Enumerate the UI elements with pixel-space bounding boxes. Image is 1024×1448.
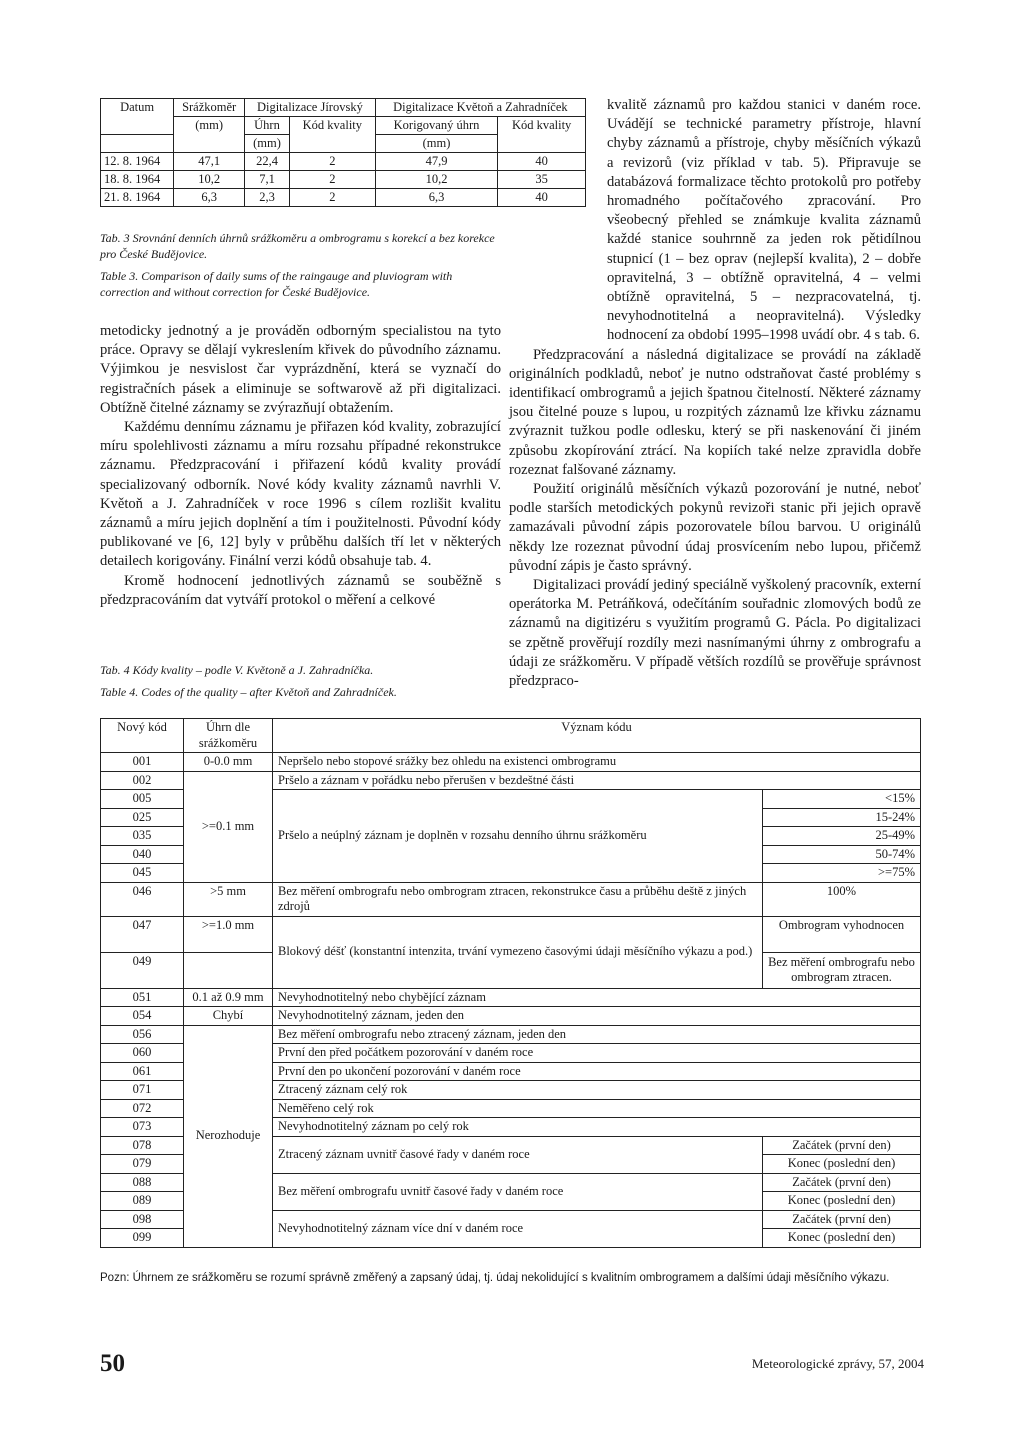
t3-cell: 40 xyxy=(498,189,586,207)
right-column xyxy=(509,96,921,691)
t4-meaning: Pršelo a neúplný záznam je doplněn v rozsahu denního úhrnu srážkoměru xyxy=(273,790,763,883)
t4-code: 035 xyxy=(101,827,184,846)
t4-code: 060 xyxy=(101,1044,184,1063)
t4-extra: Bez měření ombrografu nebo ombrogram ztracen. xyxy=(763,952,921,988)
t4-code: 002 xyxy=(101,771,184,790)
t4-meaning: Nepršelo nebo stopové srážky bez ohledu na existenci ombrogramu xyxy=(273,753,921,772)
t3-cell-date: 18. 8. 1964 xyxy=(101,171,174,189)
t4-meaning: Nevyhodnotitelný nebo chybějící záznam xyxy=(273,988,921,1007)
t3-cell: 2 xyxy=(289,171,375,189)
t4-meaning: Neměřeno celý rok xyxy=(273,1099,921,1118)
t4-extra: Konec (poslední den) xyxy=(763,1192,921,1211)
table-3-caption-cz: Tab. 3 Srovnání denních úhrnů srážkoměru a ombrogramu s korekcí a bez korekce pro České Budějovice. xyxy=(100,231,495,261)
t4-extra: Konec (poslední den) xyxy=(763,1229,921,1248)
t4-extra: 25-49% xyxy=(763,827,921,846)
t3-header-blank xyxy=(101,135,174,153)
t4-extra: 100% xyxy=(763,882,921,916)
t3-cell: 6,3 xyxy=(375,189,498,207)
t3-header-kveton: Digitalizace Květoň a Zahradníček xyxy=(375,99,585,117)
t4-code: 046 xyxy=(101,882,184,916)
t4-code: 056 xyxy=(101,1025,184,1044)
t3-cell: 22,4 xyxy=(245,153,290,171)
t3-cell: 2 xyxy=(289,189,375,207)
t4-uhrn-blank xyxy=(184,952,273,988)
t4-extra: Začátek (první den) xyxy=(763,1173,921,1192)
t4-code: 045 xyxy=(101,864,184,883)
table-3-caption-en: Table 3. Comparison of daily sums of the raingauge and pluviogram with correction and without correction for České Budějovice. xyxy=(100,269,453,299)
t4-meaning: Ztracený záznam celý rok xyxy=(273,1081,921,1100)
t3-cell: 40 xyxy=(498,153,586,171)
right-paragraph-4: Digitalizaci provádí jediný speciálně vyškolený pracovník, externí operátorka M. Petráňková, odečítáním souřadnic zlomových bodů ze záznamů na digitizéru s využitím programů G. Pácla. Po digitalizaci se zpětně prověřují rozdíly mezi nasnímanými úhrny z ombrografu a údaji ze srážkoměru. V případě větších rozdílů se prověřuje správnost předzpraco- xyxy=(509,577,921,690)
t4-code: 049 xyxy=(101,952,184,988)
t3-cell: 7,1 xyxy=(245,171,290,189)
t4-extra: Ombrogram vyhodnocen xyxy=(763,916,921,952)
t4-code: 054 xyxy=(101,1007,184,1026)
t3-cell: 2,3 xyxy=(245,189,290,207)
t4-code: 040 xyxy=(101,845,184,864)
right-paragraph-2: Předzpracování a následná digitalizace se provádí na základě originálních podkladů, neboť je nutno odstraňovat časté problémy s identifikací ombrogramů a jejich špatnou čitelností. Některé záznamy jsou čitelné pouze s lupou, u rozpitých záznamů lze křivku záznamu zvýraznit tužkou podle odlesku, který se při naskenování či jiném způsobu zkopírování ztrácí. Na kopiích také nelze zpravidla dobře rozeznat falšované záznamy. xyxy=(509,346,921,478)
t3-cell: 6,3 xyxy=(174,189,245,207)
t4-meaning: Nevyhodnotitelný záznam, jeden den xyxy=(273,1007,921,1026)
t3-header-kod1: Kód kvality xyxy=(289,117,375,153)
t4-header-uhrn: Úhrn dle srážkoměru xyxy=(184,719,273,753)
t4-meaning: Blokový déšť (konstantní intenzita, trvání vymezeno časovými údaji měsíčního výkazu a pod.) xyxy=(273,916,763,988)
t3-cell: 2 xyxy=(289,153,375,171)
t4-uhrn: 0-0.0 mm xyxy=(184,753,273,772)
left-paragraph-1: metodicky jednotný a je prováděn odborným specialistou na tyto práce. Opravy se dělají vykreslením křivek do původního záznamu. Výjimkou je nesvislost čar vyprázdnění, která se vyznačí do registračních pásek a eliminuje se softwarově až při digitalizaci. Obtížně čitelné záznamy se zvýrazňují obtažením. xyxy=(100,323,501,416)
t4-meaning: Pršelo a záznam v pořádku nebo přerušen v bezdeštné části xyxy=(273,771,921,790)
t4-meaning: Bez měření ombrografu nebo ombrogram ztracen, rekonstrukce času a průběhu deště z jiných zdrojů xyxy=(273,882,763,916)
t4-uhrn: Nerozhoduje xyxy=(184,1025,273,1247)
t4-meaning: Bez měření ombrografu uvnitř časové řady v daném roce xyxy=(273,1173,763,1210)
t4-code: 025 xyxy=(101,808,184,827)
t4-header-vyznam: Význam kódu xyxy=(273,719,921,753)
t4-uhrn: >5 mm xyxy=(184,882,273,916)
t3-header-jirovsky: Digitalizace Jírovský xyxy=(245,99,376,117)
t4-code: 072 xyxy=(101,1099,184,1118)
t4-uhrn: 0.1 až 0.9 mm xyxy=(184,988,273,1007)
t3-cell-date: 21. 8. 1964 xyxy=(101,189,174,207)
t3-header-srazkomer: Srážkoměr xyxy=(174,99,245,117)
t4-extra: >=75% xyxy=(763,864,921,883)
t4-uhrn: Chybí xyxy=(184,1007,273,1026)
t4-code: 089 xyxy=(101,1192,184,1211)
t4-code: 073 xyxy=(101,1118,184,1137)
t3-cell-date: 12. 8. 1964 xyxy=(101,153,174,171)
t3-cell: 35 xyxy=(498,171,586,189)
t4-header-kod: Nový kód xyxy=(101,719,184,753)
t3-header-datum: Datum xyxy=(101,99,174,135)
table-4-caption-cz: Tab. 4 Kódy kvality – podle V. Květoně a J. Zahradníčka. xyxy=(100,663,374,677)
t4-uhrn: >=0.1 mm xyxy=(184,771,273,882)
t4-code: 088 xyxy=(101,1173,184,1192)
t4-code: 098 xyxy=(101,1210,184,1229)
left-column xyxy=(100,322,501,610)
t3-cell: 47,1 xyxy=(174,153,245,171)
left-paragraph-3: Kromě hodnocení jednotlivých záznamů se souběžně s předzpracováním dat vytváří protokol o měření a celkové xyxy=(100,572,501,608)
journal-citation: Meteorologické zprávy, 57, 2004 xyxy=(751,1356,924,1371)
t4-code: 061 xyxy=(101,1062,184,1081)
t4-extra: Konec (poslední den) xyxy=(763,1155,921,1174)
t3-header-mm2: (mm) xyxy=(375,135,498,153)
t4-extra: Začátek (první den) xyxy=(763,1136,921,1155)
right-paragraph-3: Použití originálů měsíčních výkazů pozorování je nutné, neboť podle starších metodických pokynů revizoři stanic při jejich opravě zamazávali původní zápis pozorovatele bílou barvou. U originálů někdy lze rozeznat původní údaj prosvícením nebo lupou, přičemž původní zápis je často správný. xyxy=(509,481,921,574)
right-paragraph-1: kvalitě záznamů pro každou stanici v daném roce. Uvádějí se technické parametry přístroje, hlavní chyby záznamů a přístroje, chyby měsíčních výkazů a revizorů (viz příklad v tab. 5). Připravuje se databázová formalizace těchto protokolů pro potřeby hromadného počítačového zpracování. Pro všeobecný přehled se známkuje kvalita záznamů každé stanice souhrnně za jeden rok pětidílnou stupnicí (1 – bez oprav (nejlepší kvalita), 2 – dobře opravitelná, 3 – obtížně opravitelná, 4 – velmi obtížně opravitelná, 5 – nezpracovatelná, tj. nevyhodnotitelná a neopravitelná). Výsledky hodnocení za období 1995–1998 uvádí obr. 4 s tab. 6. xyxy=(607,97,921,344)
t4-code: 099 xyxy=(101,1229,184,1248)
t4-extra: 50-74% xyxy=(763,845,921,864)
t3-header-koruhrn: Korigovaný úhrn xyxy=(375,117,498,135)
t4-meaning: Nevyhodnotitelný záznam po celý rok xyxy=(273,1118,921,1137)
t4-code: 051 xyxy=(101,988,184,1007)
t4-code: 071 xyxy=(101,1081,184,1100)
t4-meaning: První den před počátkem pozorování v daném roce xyxy=(273,1044,921,1063)
left-paragraph-2: Každému dennímu záznamu je přiřazen kód kvality, zobrazující míru spolehlivosti záznamu a míru rozsahu případné rekonstrukce záznamu. Předzpracování i přiřazení kódů kvality provádí specializovaný odborník. Nové kódy kvality záznamů navrhli V. Květoň a J. Zahradníček v roce 1996 s cílem rozlišit kvalitu záznamů a míru jejich doplnění a tím i použitelnosti. Původní kódy publikované ve [6, 12] byly v průběhu dalších tří let v některých detailech korigovány. Finální verzi kódů obsahuje tab. 4. xyxy=(100,419,501,570)
t4-code: 047 xyxy=(101,916,184,952)
t3-cell: 47,9 xyxy=(375,153,498,171)
t4-meaning: Bez měření ombrografu nebo ztracený záznam, jeden den xyxy=(273,1025,921,1044)
table-4-caption-en: Table 4. Codes of the quality – after Květoň and Zahradníček. xyxy=(100,685,397,699)
table-4-note: Pozn: Úhrnem ze srážkoměru se rozumí správně změřený a zapsaný údaj, tj. údaj nekolidující s kvalitním ombrogramem a dalšími údaji měsíčního výkazu. xyxy=(100,1272,890,1284)
t4-meaning: První den po ukončení pozorování v daném roce xyxy=(273,1062,921,1081)
t4-extra: <15% xyxy=(763,790,921,809)
t4-code: 001 xyxy=(101,753,184,772)
page-number: 50 xyxy=(100,1350,125,1377)
t4-code: 005 xyxy=(101,790,184,809)
t3-header-kod2: Kód kvality xyxy=(498,117,586,153)
t4-code: 079 xyxy=(101,1155,184,1174)
t4-extra: 15-24% xyxy=(763,808,921,827)
table-4 xyxy=(100,718,921,1248)
t4-uhrn: >=1.0 mm xyxy=(184,916,273,952)
t4-code: 078 xyxy=(101,1136,184,1155)
t3-cell: 10,2 xyxy=(174,171,245,189)
t3-header-mm1: (mm) xyxy=(245,135,290,153)
t3-cell: 10,2 xyxy=(375,171,498,189)
t4-extra: Začátek (první den) xyxy=(763,1210,921,1229)
t4-meaning: Ztracený záznam uvnitř časové řady v daném roce xyxy=(273,1136,763,1173)
t3-header-uhrn: Úhrn xyxy=(245,117,290,135)
t4-meaning: Nevyhodnotitelný záznam více dní v daném roce xyxy=(273,1210,763,1247)
t3-header-mm: (mm) xyxy=(174,117,245,153)
